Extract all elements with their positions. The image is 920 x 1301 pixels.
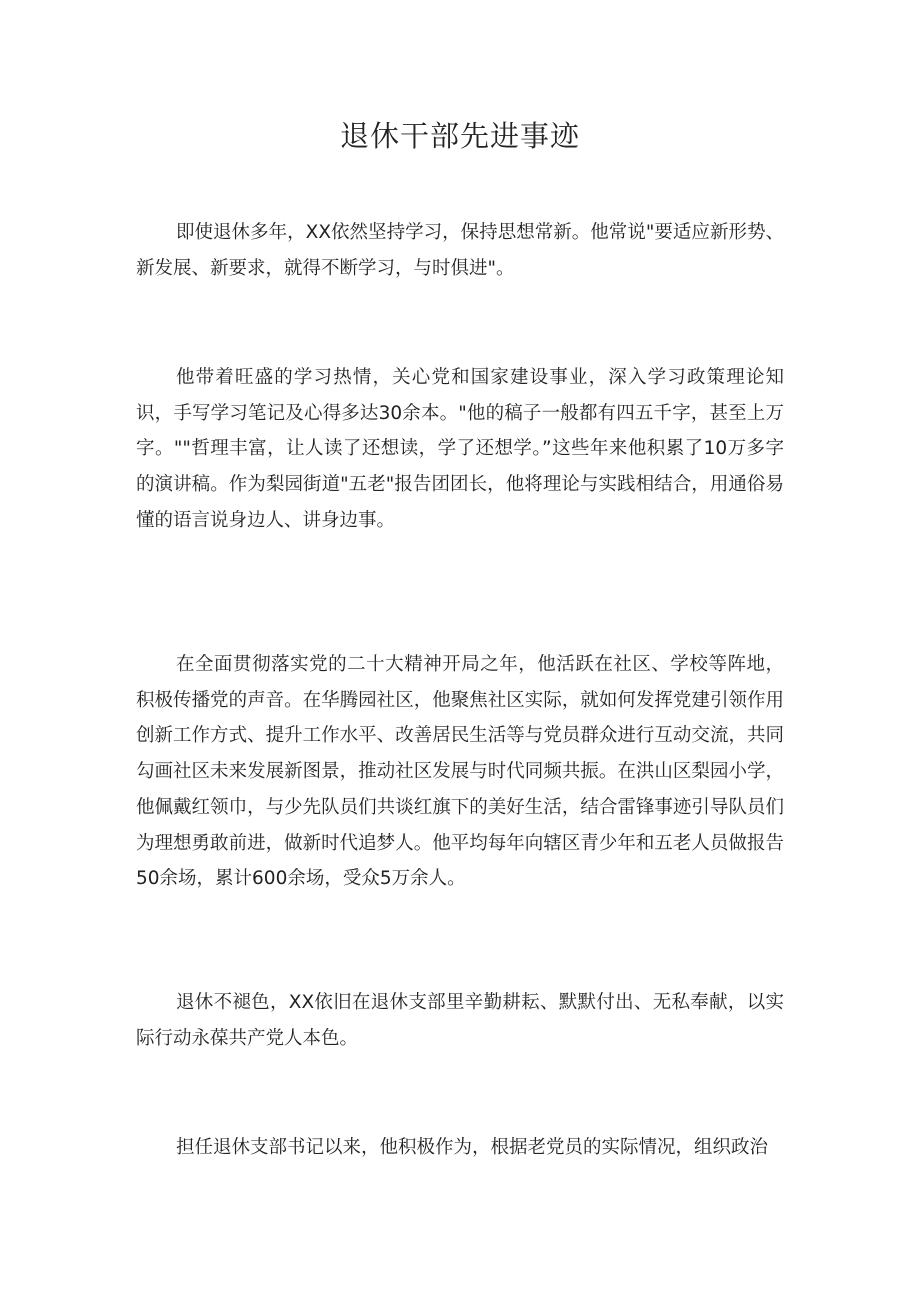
paragraph-study-notes: 他带着旺盛的学习热情，关心党和国家建设事业，深入学习政策理论知识，手写学习笔记及心得多达30余本。"他的稿子一般都有四五千字，甚至上万字。""哲理丰富，让人读了还想读，学了还想学。”这些年来他积累了10万多字的演讲稿。作为梨园街道"五老"报告团团长，他将理论与实践相结合，用通俗易懂的语言说身边人、讲身边事。	[136, 367, 784, 531]
document-title: 退休干部先进事迹	[339, 119, 580, 153]
paragraph-continuous-learning: 即使退休多年，XX依然坚持学习，保持思想常新。他常说"要适应新形势、新发展、新要求，就得不断学习，与时俱进"。	[136, 222, 784, 279]
paragraph-retirement-dedication: 退休不褪色，XX依旧在退休支部里辛勤耕耘、默默付出、无私奉献，以实际行动永葆共产党人本色。	[136, 992, 784, 1049]
paragraph-community-school-activities: 在全面贯彻落实党的二十大精神开局之年，他活跃在社区、学校等阵地，积极传播党的声音。在华腾园社区，他聚焦社区实际，就如何发挥党建引领作用创新工作方式、提升工作水平、改善居民生活等与党员群众进行互动交流，共同勾画社区未来发展新图景，推动社区发展与时代同频共振。在洪山区梨园小学，他佩戴红领巾，与少先队员们共谈红旗下的美好生活，结合雷锋事迹引导队员们为理想勇敢前进，做新时代追梦人。他平均每年向辖区青少年和五老人员做报告50余场，累计600余场，受众5万余人。	[136, 654, 784, 890]
paragraph-branch-secretary: 担任退休支部书记以来，他积极作为，根据老党员的实际情况，组织政治	[176, 1137, 769, 1158]
